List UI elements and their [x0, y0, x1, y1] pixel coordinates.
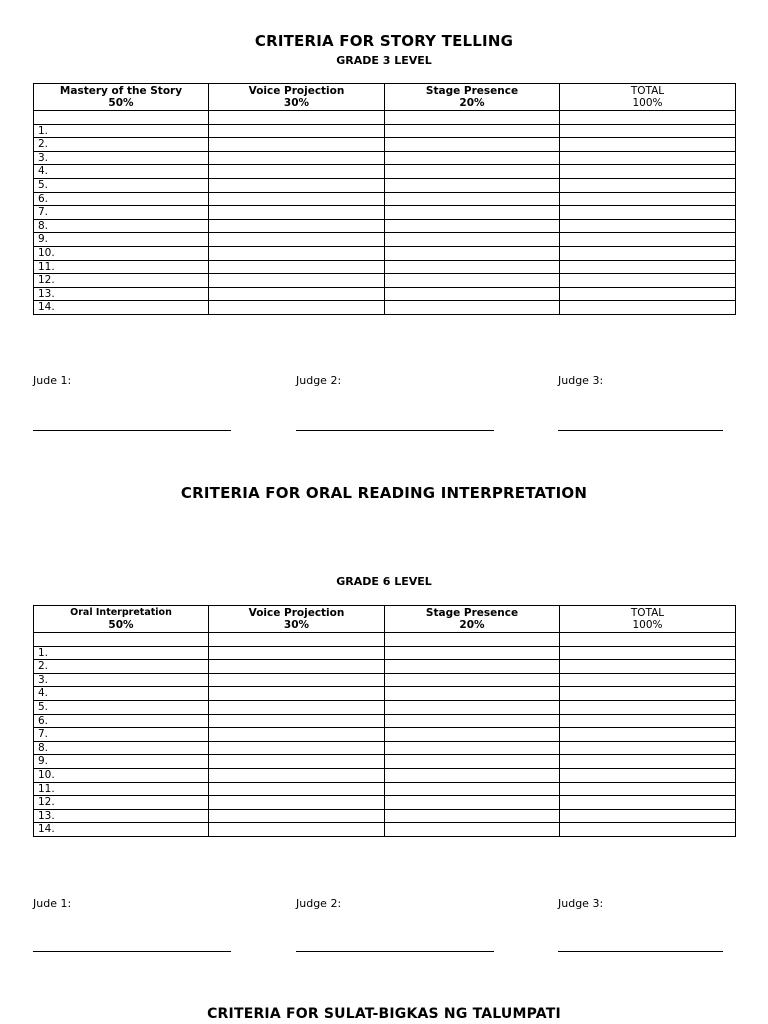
- score-cell[interactable]: [560, 138, 736, 152]
- judge-1-label: Jude 1:: [33, 897, 72, 910]
- score-cell[interactable]: [385, 111, 560, 125]
- score-cell[interactable]: [560, 233, 736, 247]
- score-cell[interactable]: [209, 260, 385, 274]
- table-row: [34, 111, 736, 125]
- judge-1-label: Jude 1:: [33, 374, 72, 387]
- table-row: [34, 700, 736, 714]
- col-header-stage: [385, 606, 560, 633]
- table-row: [34, 274, 736, 288]
- story-telling-table: [33, 83, 736, 315]
- score-cell[interactable]: [560, 192, 736, 206]
- score-cell[interactable]: [560, 274, 736, 288]
- score-cell[interactable]: [560, 219, 736, 233]
- col-pct: 50%: [108, 97, 134, 109]
- score-cell[interactable]: [385, 823, 560, 837]
- col-name: TOTAL: [630, 607, 665, 619]
- score-cell[interactable]: [560, 124, 736, 138]
- score-cell[interactable]: [209, 728, 385, 742]
- table-row: [34, 768, 736, 782]
- table-row: [34, 260, 736, 274]
- table-row: [34, 246, 736, 260]
- table-row: [34, 192, 736, 206]
- table-row: [34, 755, 736, 769]
- table-row: [34, 219, 736, 233]
- score-cell[interactable]: [209, 714, 385, 728]
- row-number-cell[interactable]: 6.: [34, 714, 209, 728]
- score-cell[interactable]: [209, 138, 385, 152]
- row-number-cell[interactable]: 11.: [34, 782, 209, 796]
- table-row: [34, 714, 736, 728]
- col-header-mastery: [34, 84, 209, 111]
- judge-3-label: Judge 3:: [558, 897, 604, 910]
- col-name: Mastery of the Story: [59, 85, 183, 97]
- score-cell[interactable]: [209, 301, 385, 315]
- score-cell[interactable]: [560, 823, 736, 837]
- score-cell[interactable]: [209, 768, 385, 782]
- row-number-cell[interactable]: 3.: [34, 151, 209, 165]
- table-row: [34, 301, 736, 315]
- col-name: Stage Presence: [425, 85, 519, 97]
- row-number-cell[interactable]: 9.: [34, 755, 209, 769]
- row-number-cell[interactable]: 14.: [34, 823, 209, 837]
- table-row: [34, 233, 736, 247]
- judge-2-label: Judge 2:: [296, 374, 342, 387]
- table-row: [34, 809, 736, 823]
- table-row: [34, 728, 736, 742]
- score-cell[interactable]: [209, 165, 385, 179]
- score-cell[interactable]: [560, 633, 736, 647]
- section2-title: CRITERIA FOR ORAL READING INTERPRETATION: [180, 484, 588, 502]
- score-cell[interactable]: [560, 301, 736, 315]
- table-row: [34, 796, 736, 810]
- score-cell[interactable]: [385, 165, 560, 179]
- table-row: [34, 660, 736, 674]
- col-name: Oral Interpretation: [70, 607, 172, 618]
- score-cell[interactable]: [209, 206, 385, 220]
- score-cell[interactable]: [385, 782, 560, 796]
- score-cell[interactable]: [560, 673, 736, 687]
- judge-2-label: Judge 2:: [296, 897, 342, 910]
- score-cell[interactable]: [385, 755, 560, 769]
- row-number-cell[interactable]: [34, 633, 209, 647]
- score-cell[interactable]: [385, 646, 560, 660]
- score-cell[interactable]: [385, 138, 560, 152]
- score-cell[interactable]: [385, 728, 560, 742]
- score-cell[interactable]: [385, 660, 560, 674]
- row-number-cell[interactable]: 14.: [34, 301, 209, 315]
- section1-title: CRITERIA FOR STORY TELLING: [254, 32, 514, 50]
- score-cell[interactable]: [385, 301, 560, 315]
- row-number-cell[interactable]: 5.: [34, 700, 209, 714]
- score-cell[interactable]: [209, 124, 385, 138]
- row-number-cell[interactable]: 4.: [34, 687, 209, 701]
- row-number-cell[interactable]: 12.: [34, 796, 209, 810]
- table-row: [34, 124, 736, 138]
- score-cell[interactable]: [209, 755, 385, 769]
- judge-3-signature-line[interactable]: [558, 951, 723, 952]
- score-cell[interactable]: [560, 206, 736, 220]
- table-row: [34, 673, 736, 687]
- score-cell[interactable]: [209, 274, 385, 288]
- score-cell[interactable]: [209, 151, 385, 165]
- score-cell[interactable]: [209, 178, 385, 192]
- col-header-total: [560, 606, 736, 633]
- row-number-cell[interactable]: 4.: [34, 165, 209, 179]
- score-cell[interactable]: [560, 700, 736, 714]
- score-cell[interactable]: [560, 287, 736, 301]
- table-row: [34, 287, 736, 301]
- table-row: [34, 178, 736, 192]
- score-cell[interactable]: [209, 111, 385, 125]
- score-cell[interactable]: [560, 768, 736, 782]
- judge-2-signature-line[interactable]: [296, 951, 494, 952]
- score-cell[interactable]: [209, 741, 385, 755]
- score-cell[interactable]: [560, 687, 736, 701]
- score-cell[interactable]: [385, 178, 560, 192]
- score-cell[interactable]: [385, 768, 560, 782]
- score-cell[interactable]: [385, 124, 560, 138]
- score-cell[interactable]: [209, 796, 385, 810]
- judge-3-signature-line[interactable]: [558, 430, 723, 431]
- row-number-cell[interactable]: 8.: [34, 741, 209, 755]
- score-cell[interactable]: [209, 219, 385, 233]
- score-cell[interactable]: [560, 660, 736, 674]
- col-pct: 50%: [108, 619, 134, 631]
- score-cell[interactable]: [560, 646, 736, 660]
- table-row: [34, 823, 736, 837]
- score-cell[interactable]: [209, 687, 385, 701]
- col-name: Voice Projection: [248, 607, 345, 619]
- col-pct: 100%: [632, 97, 663, 109]
- row-number-cell[interactable]: 6.: [34, 192, 209, 206]
- row-number-cell[interactable]: 11.: [34, 260, 209, 274]
- judge-3-label: Judge 3:: [558, 374, 604, 387]
- col-pct: 20%: [459, 619, 485, 631]
- table-header-row: [34, 84, 736, 111]
- row-number-cell[interactable]: 5.: [34, 178, 209, 192]
- row-number-cell[interactable]: 2.: [34, 138, 209, 152]
- score-cell[interactable]: [385, 809, 560, 823]
- score-cell[interactable]: [560, 741, 736, 755]
- col-header-total: [560, 84, 736, 111]
- score-cell[interactable]: [385, 700, 560, 714]
- score-cell[interactable]: [385, 741, 560, 755]
- judge-1-signature-line[interactable]: [33, 951, 231, 952]
- score-cell[interactable]: [209, 287, 385, 301]
- score-cell[interactable]: [209, 782, 385, 796]
- score-cell[interactable]: [385, 246, 560, 260]
- score-cell[interactable]: [385, 260, 560, 274]
- score-cell[interactable]: [560, 728, 736, 742]
- score-cell[interactable]: [385, 796, 560, 810]
- score-cell[interactable]: [209, 233, 385, 247]
- row-number-cell[interactable]: 13.: [34, 809, 209, 823]
- row-number-cell[interactable]: 7.: [34, 206, 209, 220]
- judge-2-signature-line[interactable]: [296, 430, 494, 431]
- score-cell[interactable]: [209, 700, 385, 714]
- col-pct: 30%: [283, 619, 310, 631]
- score-cell[interactable]: [209, 660, 385, 674]
- row-number-cell[interactable]: 7.: [34, 728, 209, 742]
- score-cell[interactable]: [209, 673, 385, 687]
- row-number-cell[interactable]: 12.: [34, 274, 209, 288]
- table-row: [34, 633, 736, 647]
- col-name: TOTAL: [630, 85, 665, 97]
- score-cell[interactable]: [385, 233, 560, 247]
- table-row: [34, 206, 736, 220]
- table-row: [34, 646, 736, 660]
- col-pct: 20%: [459, 97, 485, 109]
- score-cell[interactable]: [385, 219, 560, 233]
- score-cell[interactable]: [209, 246, 385, 260]
- score-cell[interactable]: [560, 260, 736, 274]
- row-number-cell[interactable]: 1.: [34, 124, 209, 138]
- score-cell[interactable]: [560, 796, 736, 810]
- row-number-cell[interactable]: 8.: [34, 219, 209, 233]
- score-cell[interactable]: [560, 178, 736, 192]
- table-row: [34, 151, 736, 165]
- score-cell[interactable]: [560, 165, 736, 179]
- score-cell[interactable]: [560, 246, 736, 260]
- row-number-cell[interactable]: 3.: [34, 673, 209, 687]
- row-number-cell[interactable]: 2.: [34, 660, 209, 674]
- oral-reading-table: [33, 605, 736, 837]
- score-cell[interactable]: [560, 809, 736, 823]
- score-cell[interactable]: [385, 687, 560, 701]
- score-cell[interactable]: [385, 287, 560, 301]
- row-number-cell[interactable]: 13.: [34, 287, 209, 301]
- row-number-cell[interactable]: 10.: [34, 768, 209, 782]
- table-row: [34, 741, 736, 755]
- col-pct: 30%: [283, 97, 310, 109]
- table-row: [34, 782, 736, 796]
- col-name: Voice Projection: [248, 85, 345, 97]
- score-cell[interactable]: [209, 809, 385, 823]
- score-cell[interactable]: [560, 714, 736, 728]
- score-cell[interactable]: [209, 646, 385, 660]
- table-row: [34, 687, 736, 701]
- row-number-cell[interactable]: [34, 111, 209, 125]
- col-header-oral-interpretation: [34, 606, 209, 633]
- score-cell[interactable]: [209, 633, 385, 647]
- score-cell[interactable]: [560, 111, 736, 125]
- col-header-voice: [209, 606, 385, 633]
- row-number-cell[interactable]: 10.: [34, 246, 209, 260]
- score-cell[interactable]: [385, 192, 560, 206]
- score-cell[interactable]: [209, 192, 385, 206]
- table-header-row: [34, 606, 736, 633]
- score-cell[interactable]: [385, 274, 560, 288]
- row-number-cell[interactable]: 9.: [34, 233, 209, 247]
- row-number-cell[interactable]: 1.: [34, 646, 209, 660]
- col-pct: 100%: [632, 619, 663, 631]
- col-header-voice: [209, 84, 385, 111]
- score-cell[interactable]: [560, 755, 736, 769]
- judge-1-signature-line[interactable]: [33, 430, 231, 431]
- table-row: [34, 165, 736, 179]
- section1-subtitle: GRADE 3 LEVEL: [336, 54, 432, 67]
- score-cell[interactable]: [385, 714, 560, 728]
- table-row: [34, 138, 736, 152]
- score-cell[interactable]: [560, 151, 736, 165]
- score-cell[interactable]: [385, 673, 560, 687]
- score-cell[interactable]: [385, 206, 560, 220]
- section2-subtitle: GRADE 6 LEVEL: [336, 575, 432, 588]
- score-cell[interactable]: [385, 151, 560, 165]
- section3-title: CRITERIA FOR SULAT-BIGKAS NG TALUMPATI: [207, 1006, 561, 1022]
- score-cell[interactable]: [209, 823, 385, 837]
- score-cell[interactable]: [560, 782, 736, 796]
- col-name: Stage Presence: [425, 607, 519, 619]
- score-cell[interactable]: [385, 633, 560, 647]
- col-header-stage: [385, 84, 560, 111]
